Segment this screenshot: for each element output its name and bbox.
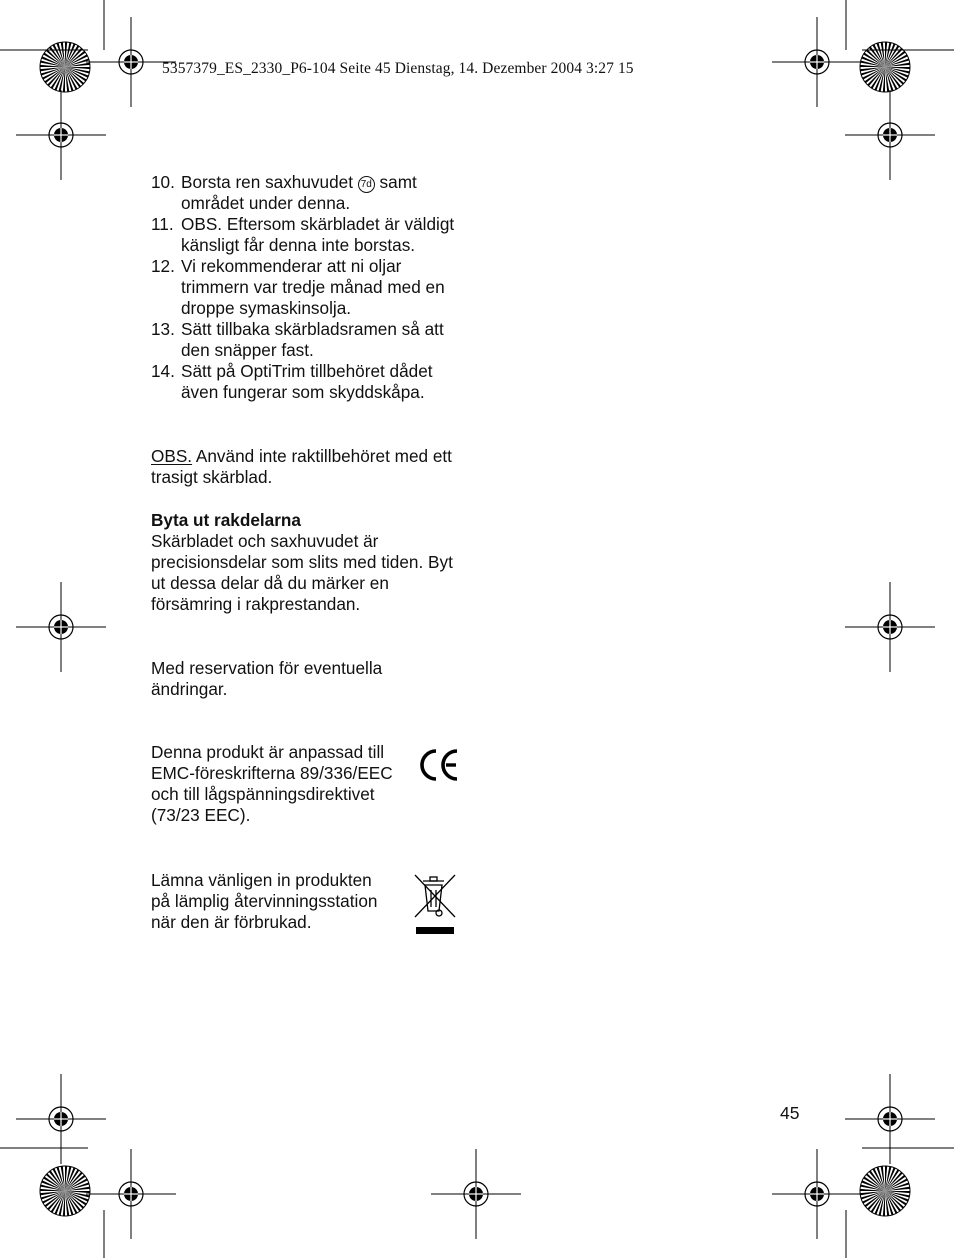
section-text: Skärbladet och saxhuvudet är precisionsdelar som slits med tiden. Byt ut dessa delar då du märker en försämring i rakprestandan. [151, 531, 453, 614]
list-item [151, 319, 466, 361]
step-text: Borsta ren saxhuvudet [181, 172, 358, 192]
registration-mark [845, 1074, 935, 1164]
step-text: Vi rekommenderar att ni oljar trimmern var tredje månad med en droppe symaskinsolja. [181, 256, 445, 318]
note-label: OBS. [151, 446, 193, 466]
ce-text-line: och till lågspänningsdirektivet [151, 784, 375, 804]
step-number: 12. [151, 256, 175, 276]
list-item [151, 172, 466, 214]
note-text: Använd inte raktillbehöret med ett trasigt skärblad. [151, 446, 452, 487]
part-reference-circle: 7d [358, 176, 375, 193]
print-header-slug: 5357379_ES_2330_P6-104 Seite 45 Dienstag, 14. Dezember 2004 3:27 15 [162, 60, 634, 77]
step-text: Sätt tillbaka skärbladsramen så att den snäpper fast. [181, 319, 444, 360]
list-item [151, 361, 466, 403]
list-item [151, 256, 466, 319]
registration-mark [16, 1074, 106, 1164]
crossed-out-wheelie-bin-icon [413, 873, 457, 937]
step-number: 11. [151, 214, 174, 234]
registration-mark [16, 90, 106, 180]
recycling-text [151, 870, 411, 933]
registration-mark [431, 1149, 521, 1239]
recycling-text-line: Lämna vänligen in produkten [151, 870, 372, 890]
replace-parts-section [151, 510, 461, 615]
starburst-target [40, 42, 90, 92]
warning-note [151, 446, 461, 488]
step-number: 14. [151, 361, 175, 381]
step-text: Sätt på OptiTrim tillbehöret dådet även fungerar som skyddskåpa. [181, 361, 433, 402]
ce-text-line: EMC-föreskrifterna 89/336/EEC [151, 763, 393, 783]
list-item [151, 214, 466, 256]
recycling-text-line: på lämplig återvinningsstation [151, 891, 378, 911]
reservation-note: Med reservation för eventuella ändringar. [151, 658, 383, 699]
page-number: 45 [780, 1103, 800, 1123]
ce-mark-icon [419, 748, 459, 782]
ce-text-line: Denna produkt är anpassad till [151, 742, 385, 762]
starburst-target [40, 1166, 90, 1216]
registration-mark [772, 1149, 862, 1239]
section-heading: Byta ut rakdelarna [151, 510, 301, 530]
cleaning-steps-list [151, 172, 466, 403]
registration-mark [845, 90, 935, 180]
starburst-target [860, 1166, 910, 1216]
ce-text-line: (73/23 EEC). [151, 805, 251, 825]
starburst-target [860, 42, 910, 92]
registration-mark [86, 1149, 176, 1239]
step-number: 10. [151, 172, 175, 192]
registration-mark [845, 582, 935, 672]
registration-mark [772, 17, 862, 107]
recycling-text-line: när den är förbrukad. [151, 912, 312, 932]
step-text: OBS. Eftersom skärbladet är väldigt känsligt får denna inte borstas. [181, 214, 455, 255]
step-number: 13. [151, 319, 175, 339]
ce-compliance-text [151, 742, 416, 826]
step-text-continued: samt området under denna. [181, 172, 417, 213]
registration-mark [16, 582, 106, 672]
